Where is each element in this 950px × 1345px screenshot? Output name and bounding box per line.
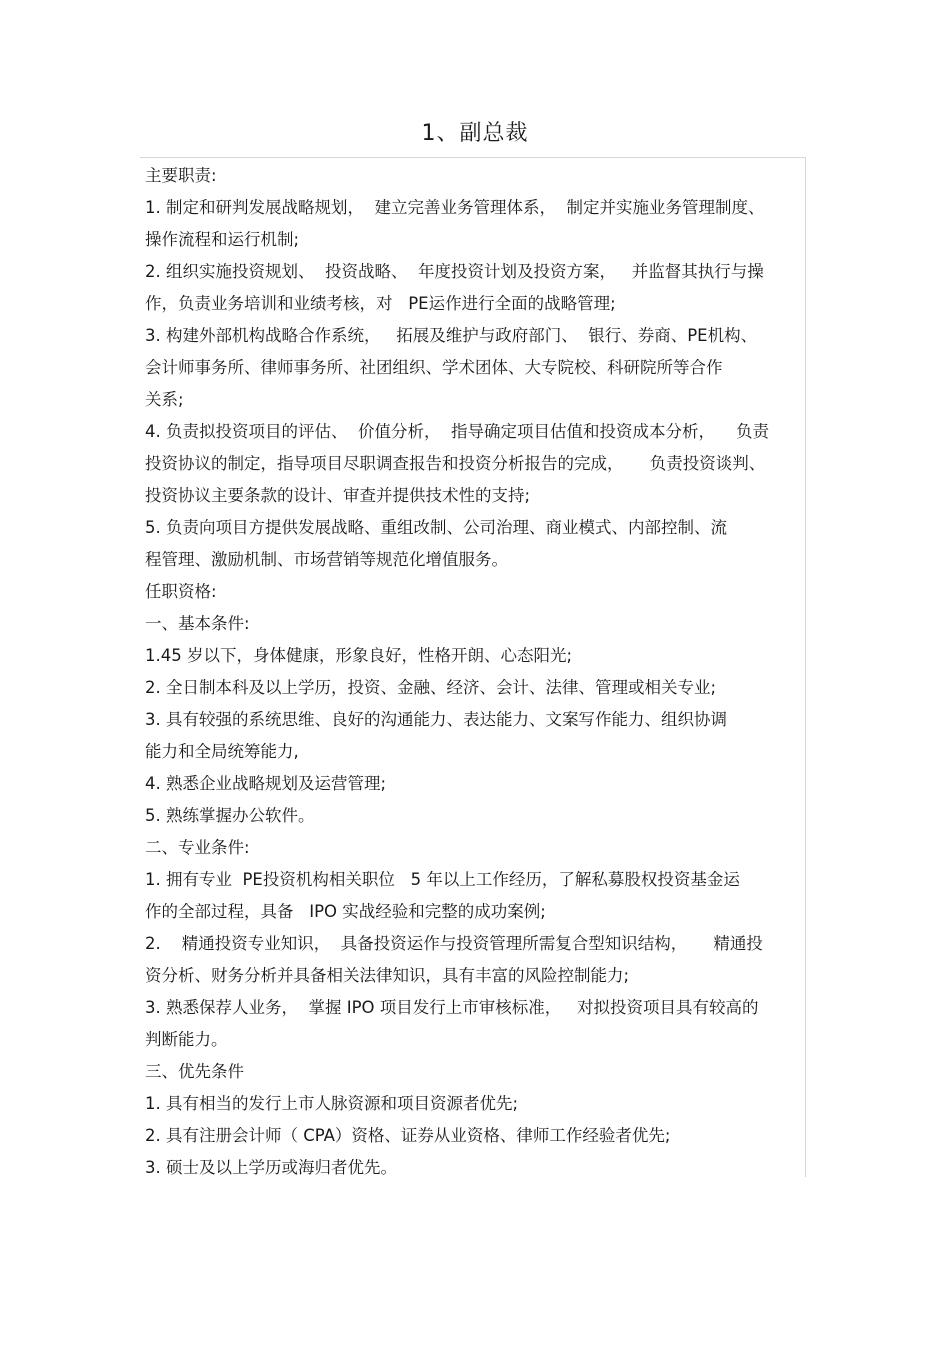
job-description-body (145, 160, 805, 1184)
text-line: 3. 具有较强的系统思维、良好的沟通能力、表达能力、文案写作能力、组织协调 (145, 710, 727, 729)
text-line: 1. 制定和研判发展战略规划， 建立完善业务管理体系， 制定并实施业务管理制度、 (145, 198, 765, 217)
text-line: 资分析、财务分析并具备相关法律知识，具有丰富的风险控制能力; (145, 966, 630, 985)
text-line: 3. 熟悉保荐人业务， 掌握 IPO 项目发行上市审核标准， 对拟投资项目具有较高的 (145, 998, 759, 1017)
text-line: 操作流程和运行机制; (145, 230, 300, 249)
text-line: 1. 拥有专业 PE投资机构相关职位 5 年以上工作经历，了解私募股权投资基金运 (145, 870, 740, 889)
text-line: 3. 硕士及以上学历或海归者优先。 (145, 1158, 397, 1177)
text-line: 4. 负责拟投资项目的评估、 价值分析， 指导确定项目估值和投资成本分析， 负责 (145, 422, 769, 441)
text-line: 1.45 岁以下，身体健康，形象良好，性格开朗、心态阳光; (145, 646, 573, 665)
text-line: 2. 具有注册会计师（ CPA）资格、证券从业资格、律师工作经验者优先; (145, 1126, 671, 1145)
text-line: 会计师事务所、律师事务所、社团组织、学术团体、大专院校、科研院所等合作 (145, 358, 723, 377)
text-line: 5. 熟练掌握办公软件。 (145, 806, 315, 825)
text-line: 任职资格: (145, 582, 217, 601)
text-line: 2. 精通投资专业知识， 具备投资运作与投资管理所需复合型知识结构， 精通投 (145, 934, 763, 953)
text-line: 一、基本条件: (145, 614, 250, 633)
text-line: 投资协议的制定，指导项目尽职调查报告和投资分析报告的完成， 负责投资谈判、 (145, 454, 766, 473)
text-line: 二、专业条件: (145, 838, 250, 857)
page-title: 1、副总裁 (421, 121, 529, 146)
text-line: 作，负责业务培训和业绩考核，对 PE运作进行全面的战略管理; (145, 294, 616, 313)
text-line: 4. 熟悉企业战略规划及运营管理; (145, 774, 387, 793)
text-line: 关系; (145, 390, 184, 409)
text-line: 作的全部过程，具备 IPO 实战经验和完整的成功案例; (145, 902, 546, 921)
text-line: 2. 组织实施投资规划、 投资战略、 年度投资计划及投资方案， 并监督其执行与操 (145, 262, 764, 281)
text-line: 5. 负责向项目方提供发展战略、重组改制、公司治理、商业模式、内部控制、流 (145, 518, 727, 537)
text-line: 三、优先条件 (145, 1062, 244, 1081)
text-line: 主要职责: (145, 166, 217, 185)
text-line: 2. 全日制本科及以上学历，投资、金融、经济、会计、法律、管理或相关专业; (145, 678, 717, 697)
text-line: 1. 具有相当的发行上市人脉资源和项目资源者优先; (145, 1094, 519, 1113)
text-line: 投资协议主要条款的设计、审查并提供技术性的支持; (145, 486, 531, 505)
text-line: 程管理、激励机制、市场营销等规范化增值服务。 (145, 550, 508, 569)
text-line: 判断能力。 (145, 1030, 228, 1049)
text-line: 能力和全局统筹能力, (145, 742, 299, 761)
text-line: 3. 构建外部机构战略合作系统， 拓展及维护与政府部门、 银行、券商、PE机构、 (145, 326, 758, 345)
